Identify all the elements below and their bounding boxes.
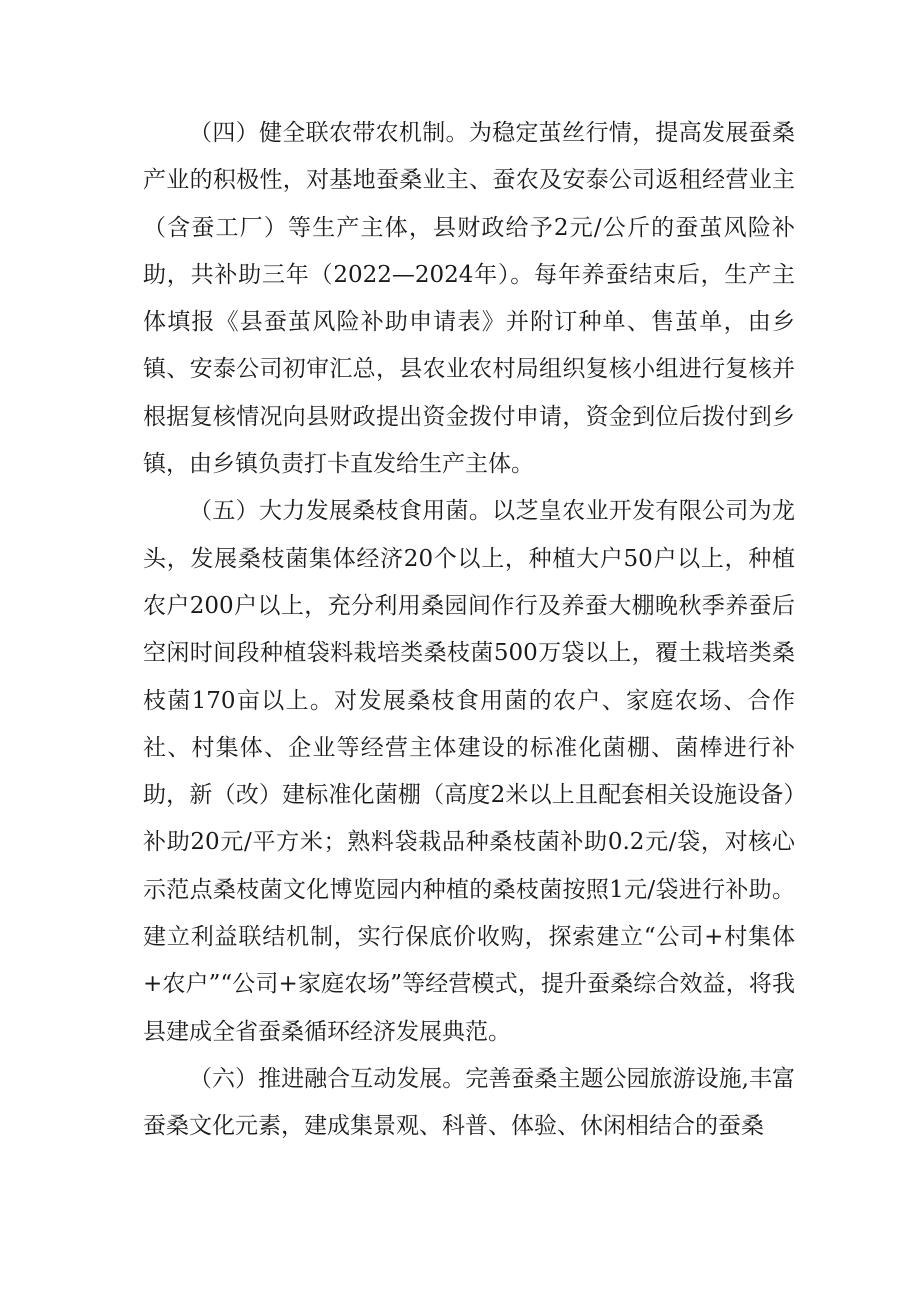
paragraph-6-integrated-development: （六）推进融合互动发展。完善蚕桑主题公园旅游设施,丰富蚕桑文化元素，建成集景观、科普、体验、休闲相结合的蚕桑	[143, 1065, 795, 1140]
paragraph-5-mulberry-fungus: （五）大力发展桑枝食用菌。以芝皇农业开发有限公司为龙头，发展桑枝菌集体经济20个以上，种植大户50户以上，种植农户200户以上，充分利用桑园间作行及养蚕大棚晚秋季养蚕后空闲时间段种植袋料栽培类桑枝菌500万袋以上，覆土栽培类桑枝菌170亩以上。对发展桑枝食用菌的农户、家庭农场、合作社、村集体、企业等经营主体建设的标准化菌棚、菌棒进行补助，新（改）建标准化菌棚（高度2米以上且配套相关设施设备）补助20元/平方米；熟料袋栽品种桑枝菌补助0.2元/袋，对核心示范点桑枝菌文化博览园内种植的桑枝菌按照1元/袋进行补助。建立利益联结机制，实行保底价收购，探索建立“公司+村集体+农户”“公司+家庭农场”等经营模式，提升蚕桑综合效益，将我县建成全省蚕桑循环经济发展典范。	[143, 498, 795, 1045]
paragraph-4-farmer-linkage: （四）健全联农带农机制。为稳定茧丝行情，提高发展蚕桑产业的积极性，对基地蚕桑业主、蚕农及安泰公司返租经营业主（含蚕工厂）等生产主体，县财政给予2元/公斤的蚕茧风险补助，共补助三年（2022—2024年）。每年养蚕结束后，生产主体填报《县蚕茧风险补助申请表》并附订种单、售茧单，由乡镇、安泰公司初审汇总，县农业农村局组织复核小组进行复核并根据复核情况向县财政提出资金拨付申请，资金到位后拨付到乡镇，由乡镇负责打卡直发给生产主体。	[143, 120, 795, 478]
document-body	[143, 110, 795, 1151]
